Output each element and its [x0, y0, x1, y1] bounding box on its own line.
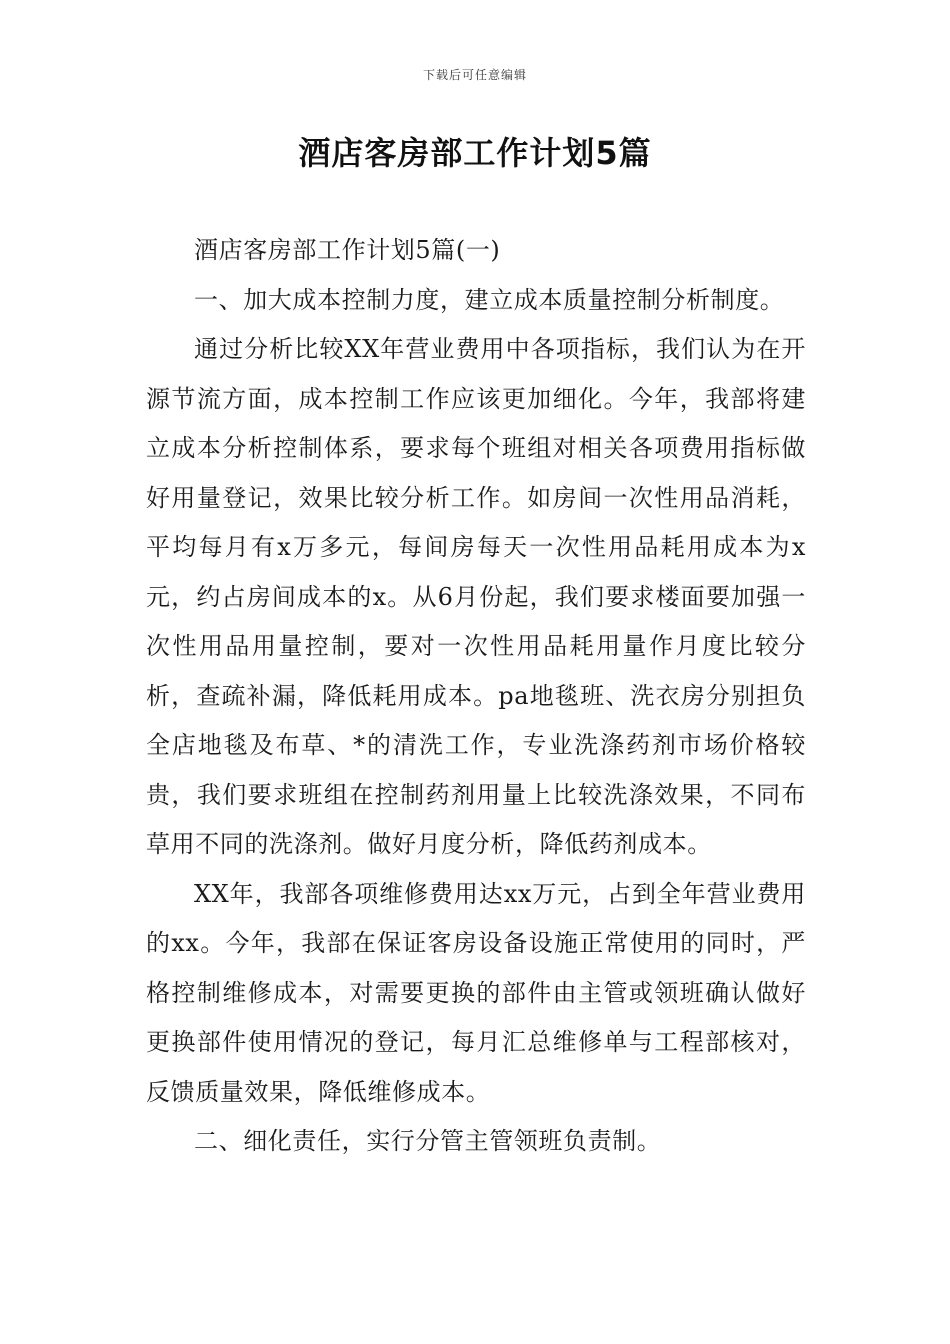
document-body — [146, 226, 806, 1167]
section-heading-1: 一、加大成本控制力度，建立成本质量控制分析制度。 — [194, 285, 785, 314]
page-header-note: 下载后可任意编辑 — [422, 68, 527, 82]
body-paragraph-2: XX年，我部各项维修费用达xx万元，占到全年营业费用的xx。今年，我部在保证客房设备设施正常使用的同时，严格控制维修成本，对需要更换的部件由主管或领班确认做好更换部件使用情况的登记，每月汇总维修单与工程部核对，反馈质量效果，降低维修成本。 — [146, 879, 806, 1106]
section-heading-2: 二、细化责任，实行分管主管领班负责制。 — [194, 1127, 662, 1155]
body-paragraph-1: 通过分析比较XX年营业费用中各项指标，我们认为在开源节流方面，成本控制工作应该更加细化。今年，我部将建立成本分析控制体系，要求每个班组对相关各项费用指标做好用量登记，效果比较分析工作。如房间一次性用品消耗，平均每月有x万多元，每间房每天一次性用品耗用成本为x元，约占房间成本的x。从6月份起，我们要求楼面要加强一次性用品用量控制，要对一次性用品耗用量作月度比较分析，查疏补漏，降低耗用成本。pa地毯班、洗衣房分别担负全店地毯及布草、*的清洗工作，专业洗涤药剂市场价格较贵，我们要求班组在控制药剂用量上比较洗涤效果，不同布草用不同的洗涤剂。做好月度分析，降低药剂成本。 — [146, 335, 806, 858]
section-subtitle: 酒店客房部工作计划5篇(一) — [194, 236, 501, 264]
document-title: 酒店客房部工作计划5篇 — [298, 134, 652, 172]
